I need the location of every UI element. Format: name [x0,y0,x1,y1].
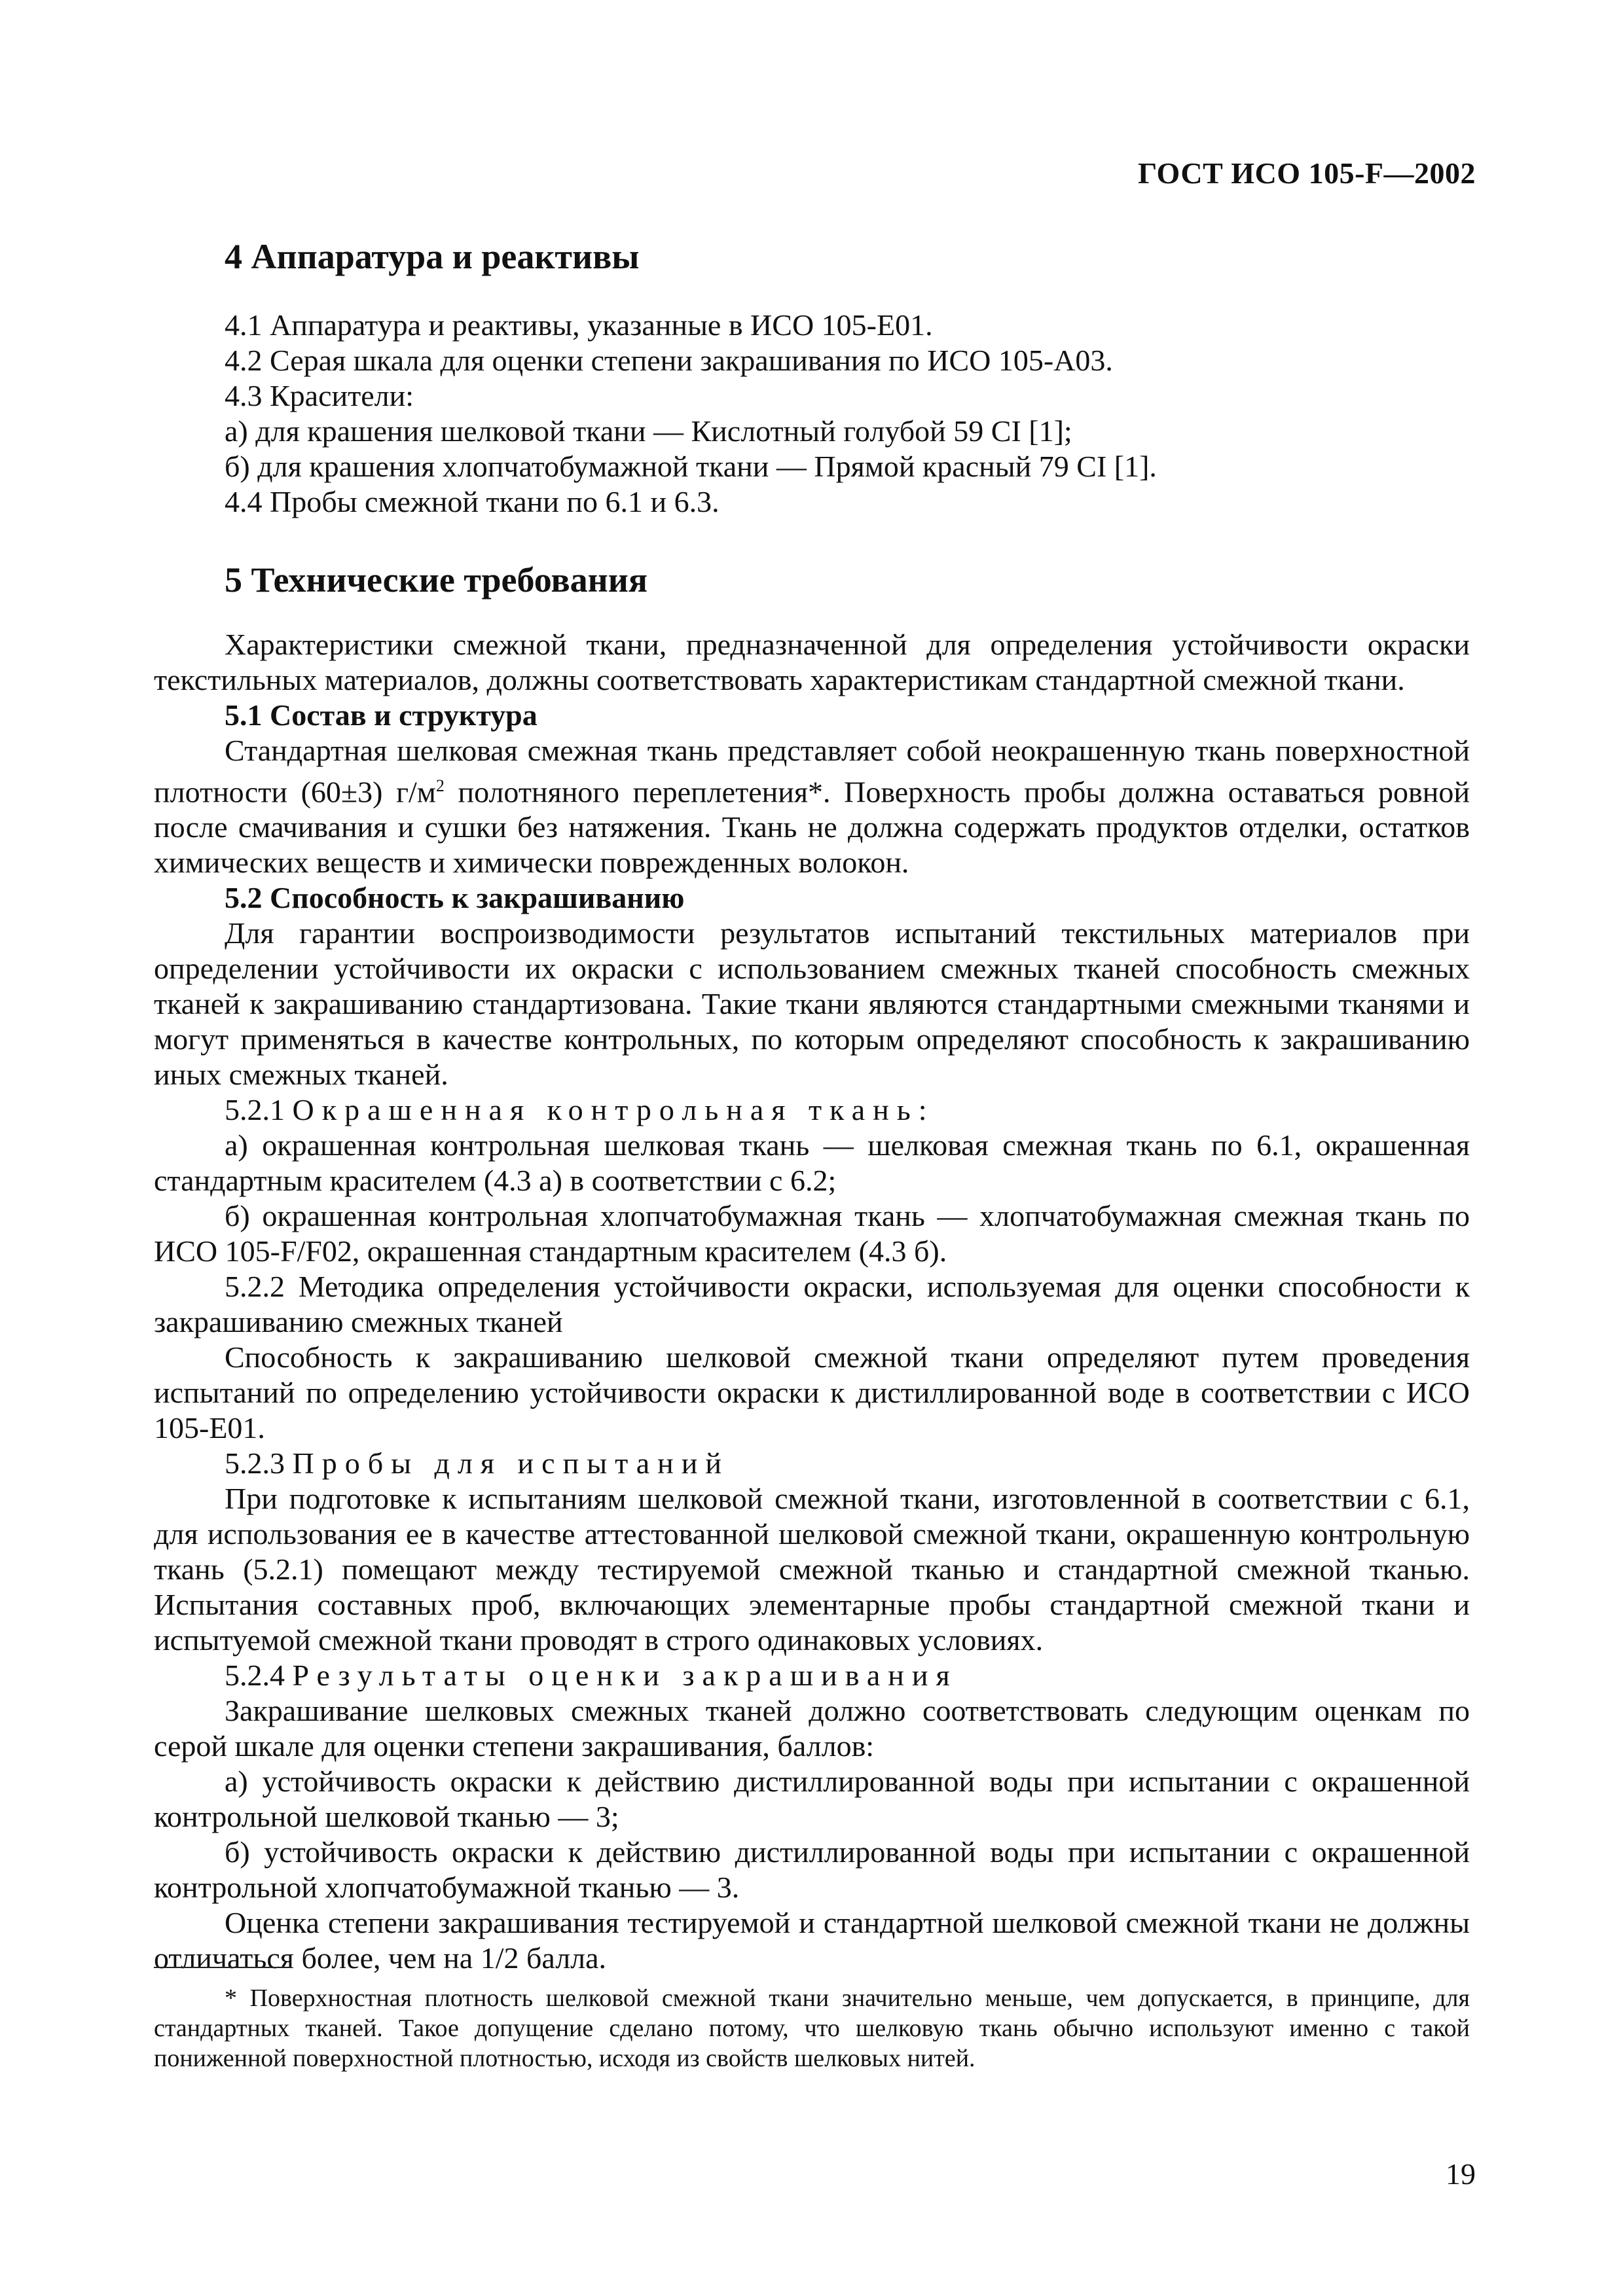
list-item: 4.1 Аппаратура и реактивы, указанные в ИСО 105-Е01. [225,308,933,342]
document-header: ГОСТ ИСО 105-F—2002 [1137,156,1476,190]
page-content [154,236,1470,1976]
superscript: 2 [435,776,445,795]
subsection-5-1-text [154,733,1470,880]
list-item: 4.2 Серая шкала для оценки степени закрашивания по ИСО 105-А03. [225,344,1113,377]
list-item: б) устойчивость окраски к действию дистиллированной воды при испытании с окрашенной контрольной хлопчатобумажной тканью — 3. [154,1835,1470,1905]
section-5-body [154,627,1470,1976]
list-item: 4.3 Красители: [225,379,414,412]
list-item: а) устойчивость окраски к действию дистиллированной воды при испытании с окрашенной контрольной шелковой тканью — 3; [154,1765,1470,1834]
section-4-title: 4 Аппаратура и реактивы [225,237,640,276]
clause-number: 5.2.1 [225,1093,285,1127]
list-item: а) окрашенная контрольная шелковая ткань — шелковая смежная ткань по 6.1, окрашенная стандартным красителем (4.3 а) в соответствии с 6.2; [154,1128,1470,1198]
clause-title: Пробы для испытаний [292,1446,730,1480]
list-item: б) окрашенная контрольная хлопчатобумажная ткань — хлопчатобумажная смежная ткань по ИСО 105-F/F02, окрашенная стандартным красителем (4.3 б). [154,1199,1470,1268]
clause-number: 5.2.4 [225,1659,285,1693]
clause-number: 5.2.3 [225,1446,285,1480]
clause-title: Окрашенная контрольная ткань: [292,1093,935,1127]
subsection-5-2-1-heading [154,1092,1470,1128]
subsection-5-2-title: 5.2 Способность к закрашиванию [225,881,685,915]
subsection-5-2-4-heading [154,1658,1470,1693]
section-5-title: 5 Технические требования [225,560,648,600]
subsection-5-1-title: 5.1 Состав и структура [225,698,538,732]
list-item: а) для крашения шелковой ткани — Кислотный голубой 59 CI [1]; [225,414,1072,448]
subsection-5-2-4-text: Закрашивание шелковых смежных тканей должно соответствовать следующим оценкам по серой шкале для оценки степени закрашивания, баллов: [154,1694,1470,1763]
subsection-5-2-text: Для гарантии воспроизводимости результатов испытаний текстильных материалов при определении устойчивости их окраски с использованием смежных тканей способность смежных тканей к закрашиванию стандартизована. Такие ткани являются стандартными смежными тканями и могут применяться в качестве контрольных, по которым определяют способность к закрашиванию иных смежных тканей. [154,916,1470,1092]
section-4-list [225,308,1470,520]
footnote-divider [154,1967,291,1968]
subsection-5-2-2-text: Способность к закрашиванию шелковой смежной ткани определяют путем проведения испытаний по определению устойчивости окраски к дистиллированной воде в соответствии с ИСО 105-Е01. [154,1340,1470,1445]
clause-title: Результаты оценки закрашивания [292,1659,958,1693]
subsection-5-2-3-text: При подготовке к испытаниям шелковой смежной ткани, изготовленной в соответствии с 6.1, для использования ее в качестве аттестованной шелковой смежной ткани, окрашенную контрольную ткань (5.2.1) помещают между тестируемой смежной тканью и стандартной смежной тканью. Испытания составных проб, включающих элементарные пробы стандартной смежной ткани и испытуемой смежной ткани проводят в строго одинаковых условиях. [154,1482,1470,1657]
text-part: полотняного переплетения*. Поверхность пробы должна оставаться ровной после смачивания и сушки без натяжения. Ткань не должна содержать продуктов отделки, остатков химических веществ и химически поврежденных волокон. [154,775,1470,880]
page-number: 19 [1446,2157,1476,2191]
text-part: Стандартная шелковая смежная ткань представляет собой неокрашенную ткань поверхностной плотности (60±3) г/м [154,734,1470,809]
footnote: * Поверхностная плотность шелковой смежной ткани значительно меньше, чем допускается, в принципе, для стандартных тканей. Такое допущение сделано потому, что шелковую ткань обычно используют именно с такой пониженной поверхностной плотностью, исходя из свойств шелковых нитей. [154,1984,1470,2072]
closing-paragraph: Оценка степени закрашивания тестируемой и стандартной шелковой смежной ткани не должны отличаться более, чем на 1/2 балла. [154,1906,1470,1975]
subsection-5-2-3-heading [154,1446,1470,1481]
list-item: б) для крашения хлопчатобумажной ткани — Прямой красный 79 CI [1]. [225,450,1157,483]
section-5-intro: Характеристики смежной ткани, предназначенной для определения устойчивости окраски текстильных материалов, должны соответствовать характеристикам стандартной смежной ткани. [154,628,1470,696]
list-item: 4.4 Пробы смежной ткани по 6.1 и 6.3. [225,485,720,518]
subsection-5-2-2-heading: 5.2.2 Методика определения устойчивости окраски, используемая для оценки способности к закрашиванию смежных тканей [154,1270,1470,1339]
